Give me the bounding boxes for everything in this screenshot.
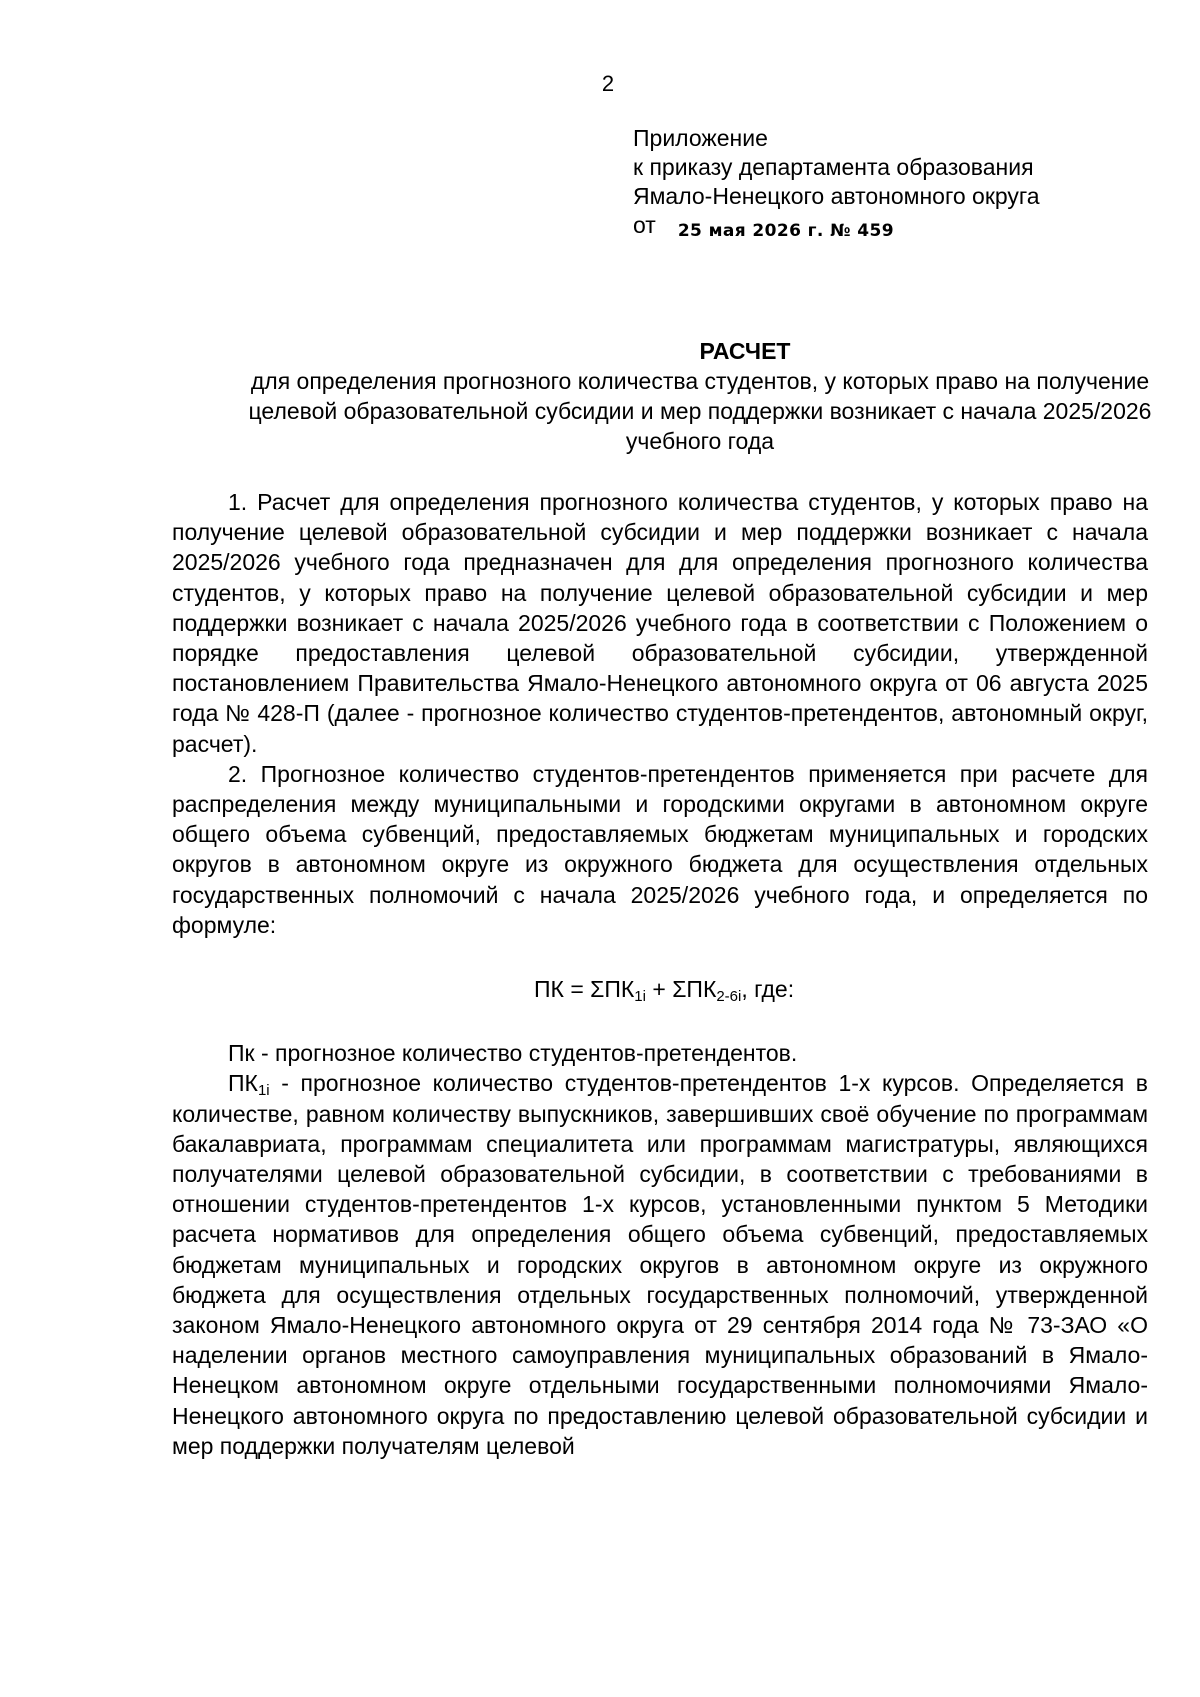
- formula-tail: , где:: [741, 976, 795, 1003]
- paragraph-2: 2. Прогнозное количество студентов-претендентов применяется при расчете для распределения между муниципальными и городскими округами в автономном округе общего объема субвенций, предоставляемых бюджетам муниципальных и городских округов в автономном округе из окружного бюджета для осуществления отдельных государственных полномочий с начала 2025/2026 учебного года, и определяется по формуле:: [172, 760, 1148, 938]
- appendix-line: Приложение: [633, 125, 768, 151]
- paragraph-3: Пк - прогнозное количество студентов-претендентов.: [228, 1040, 798, 1067]
- formula-lhs: ПК = ΣПК: [534, 976, 635, 1003]
- formula: [172, 974, 1148, 1004]
- appendix-block: [633, 124, 1040, 243]
- paragraph-1: 1. Расчет для определения прогнозного количества студентов, у которых право на получение целевой образовательной субсидии и мер поддержки возникает с начала 2025/2026 учебного года предназначен для для определения прогнозного количества студентов, у которых право на получение целевой образовательной субсидии и мер поддержки возникает с начала 2025/2026 учебного года в соответствии с Положением о порядке предоставления целевой образовательной субсидии, утвержденной постановлением Правительства Ямало-Ненецкого автономного округа от 06 августа 2025 года № 428-П (далее - прогнозное количество студентов-претендентов, автономный округ, расчет).: [172, 489, 1148, 757]
- paragraph-4-text: - прогнозное количество студентов-претендентов 1-х курсов. Определяется в количестве, равном количеству выпускников, завершивших своё обучение по программам бакалавриата, программам специалитета или программам магистратуры, являющихся получателями целевой образовательной субсидии, в соответствии с требованиями в отношении студентов-претендентов 1-х курсов, установленными пунктом 5 Методики расчета нормативов для определения общего объема субвенций, предоставляемых бюджетам муниципальных и городских округов в автономном округе из окружного бюджета для осуществления отдельных государственных полномочий, утвержденной законом Ямало-Ненецкого автономного округа от 29 сентября 2014 года № 73-ЗАО «О наделении органов местного самоуправления муниципальных образований в Ямало-Ненецком автономном округе отдельными государственными полномочиями Ямало-Ненецкого автономного округа по предоставлению целевой образовательной субсидии и мер поддержки получателям целевой: [172, 1070, 1148, 1459]
- formula-mid: + ΣПК: [645, 976, 717, 1003]
- title-block: [170, 336, 1170, 456]
- term-pk: ПК: [228, 1070, 258, 1097]
- date-prefix: от: [633, 212, 656, 238]
- appendix-line: Ямало-Ненецкого автономного округа: [633, 183, 1040, 209]
- order-date-line: [633, 211, 1040, 243]
- document-subtitle: для определения прогнозного количества студентов, у которых право на получение целевой образовательной субсидии и мер поддержки возникает с начала 2025/2026 учебного года: [248, 368, 1152, 454]
- formula-subscript-1: 1i: [634, 988, 646, 1006]
- term-subscript: 1i: [257, 1082, 270, 1100]
- formula-subscript-2: 2-6i: [716, 988, 742, 1006]
- paragraph-4: [172, 1068, 1148, 1461]
- document-body: [172, 487, 1148, 1461]
- appendix-line: к приказу департамента образования: [633, 154, 1034, 180]
- order-date-stamp: 25 мая 2026 г. № 459: [677, 221, 894, 241]
- document-title: РАСЧЕТ: [699, 338, 791, 364]
- page-number: 2: [601, 71, 615, 96]
